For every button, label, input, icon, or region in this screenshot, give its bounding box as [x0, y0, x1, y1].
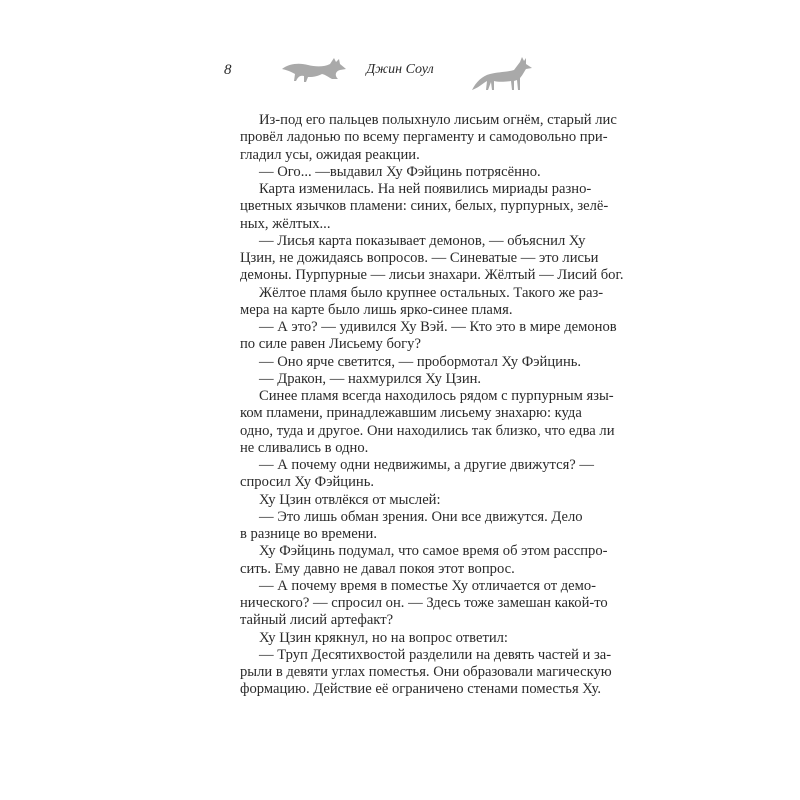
text-line: Жёлтое пламя было крупнее остальных. Такого же раз- — [259, 284, 604, 301]
text-line: — Лисья карта показывает демонов, — объяснил Ху — [259, 232, 586, 249]
text-line: демоны. Пурпурные — лисьи знахари. Жёлтый — Лисий бог. — [240, 267, 624, 284]
text-line: Карта изменилась. На ней появились мириады разно- — [259, 181, 592, 197]
text-line: Ху Цзин отвлёкся от мыслей: — [259, 491, 441, 508]
text-line: — А почему одни недвижимы, а другие движутся? — — [259, 457, 595, 473]
text-line: нического? — спросил он. — Здесь тоже замешан какой-то — [240, 595, 608, 611]
text-line: Из-под его пальцев полыхнуло лисьим огнём, старый лис — [259, 112, 617, 128]
text-line: Ху Цзин крякнул, но на вопрос ответил: — [259, 629, 508, 646]
text-line: рыли в девяти углах поместья. Они образовали магическую — [240, 664, 612, 680]
text-line: гладил усы, ожидая реакции. — [240, 146, 420, 163]
crouching-fox-icon — [282, 55, 348, 83]
standing-fox-icon — [472, 56, 532, 92]
text-line: цветных язычков пламени: синих, белых, пурпурных, зелё- — [240, 198, 609, 215]
text-line: тайный лисий артефакт? — [240, 612, 394, 629]
text-line: мера на карте было лишь ярко-синее пламя. — [240, 301, 513, 318]
text-line: ком пламени, принадлежавшим лисьему знахарю: куда — [240, 405, 582, 422]
body-text — [240, 112, 624, 699]
text-line: ных, жёлтых... — [240, 215, 331, 232]
text-line: Ху Фэйцинь подумал, что самое время об этом расспро- — [259, 543, 608, 560]
text-line: Синее пламя всегда находилось рядом с пурпурным язы- — [259, 388, 614, 404]
text-line: — А почему время в поместье Ху отличается от демо- — [259, 577, 597, 594]
text-line: провёл ладонью по всему пергаменту и самодовольно при- — [240, 129, 608, 146]
running-header-author: Джин Соул — [366, 62, 434, 77]
text-line: в разнице во времени. — [240, 526, 378, 542]
text-line: формацию. Действие её ограничено стенами поместья Ху. — [240, 681, 602, 698]
text-line: — Оно ярче светится, — пробормотал Ху Фэйцинь. — [259, 353, 582, 370]
text-line: не сливались в одно. — [240, 439, 369, 456]
text-line: — А это? — удивился Ху Вэй. — Кто это в мире демонов — [259, 319, 617, 335]
text-line: — Ого... —выдавил Ху Фэйцинь потрясённо. — [259, 163, 541, 180]
text-line: — Дракон, — нахмурился Ху Цзин. — [259, 370, 482, 387]
text-line: по силе равен Лисьему богу? — [240, 336, 421, 353]
text-line: — Труп Десятихвостой разделили на девять частей и за- — [259, 646, 612, 663]
page-number: 8 — [224, 62, 232, 78]
text-line: спросил Ху Фэйцинь. — [240, 474, 375, 491]
text-line: сить. Ему давно не давал покоя этот вопрос. — [240, 560, 515, 577]
text-line: Цзин, не дожидаясь вопросов. — Синеватые — это лисьи — [240, 250, 599, 266]
text-line: — Это лишь обман зрения. Они все движутся. Дело — [259, 508, 583, 525]
text-line: одно, туда и другое. Они находились так близко, что едва ли — [240, 422, 615, 439]
